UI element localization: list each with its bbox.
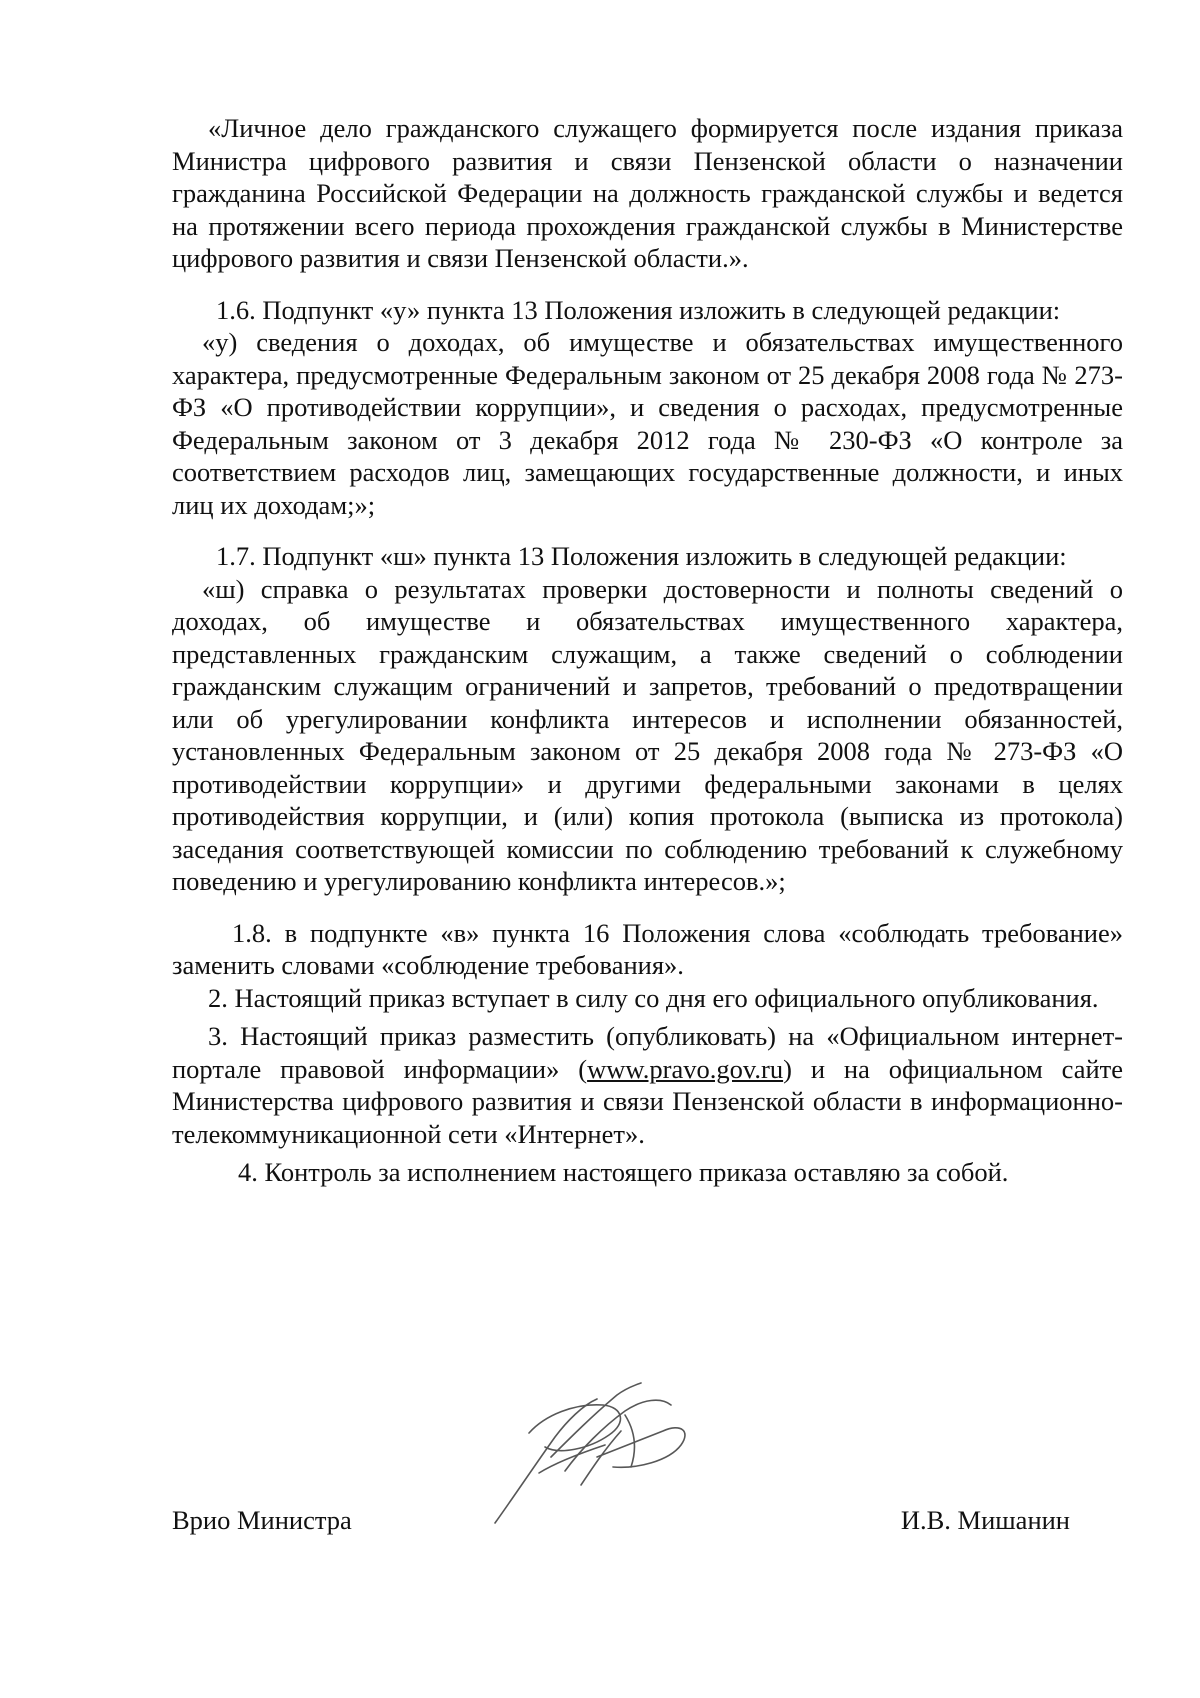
item-3-text-before: 3. Настоящий приказ разместить (опубликовать) на «Официальном интернет-портале правовой информации» (	[172, 1021, 1123, 1084]
paragraph-subitem-sh: «ш) справка о результатах проверки достоверности и полноты сведений о доходах, об имуществе и обязательствах имущественного характера, представленных гражданским служащим, а также сведений о соблюдении гражданским служащим ограничений и запретов, требований о предотвращении или об урегулировании конфликта интересов и исполнении обязанностей, установленных Федеральным законом от 25 декабря 2008 года № 273-ФЗ «О противодействии коррупции» и другими федеральными законами в целях противодействия коррупции, и (или) копия протокола (выписка из протокола) заседания соответствующей комиссии по соблюдению требований к служебному поведению и урегулированию конфликта интересов.»;	[172, 573, 1123, 896]
paragraph-item-1-6: 1.6. Подпункт «у» пункта 13 Положения изложить в следующей редакции:	[216, 294, 1061, 325]
signatory-position: Врио Министра	[172, 1505, 352, 1535]
paragraph-item-1-7: 1.7. Подпункт «ш» пункта 13 Положения изложить в следующей редакции:	[216, 541, 1067, 571]
handwritten-signature	[485, 1375, 705, 1530]
document-body	[172, 112, 1123, 1189]
paragraph-item-3	[172, 1020, 1123, 1150]
paragraph-personal-file: «Личное дело гражданского служащего формируется после издания приказа Министра цифрового развития и связи Пензенской области о назначении гражданина Российской Федерации на должность гражданской службы и ведется на протяжении всего периода прохождения гражданской службы в Министерстве цифрового развития и связи Пензенской области.».	[172, 113, 1123, 273]
paragraph-item-2: 2. Настоящий приказ вступает в силу со дня его официального опубликования.	[208, 982, 1099, 1013]
pravo-link[interactable]: www.pravo.gov.ru	[587, 1053, 784, 1084]
paragraph-subitem-u: «у) сведения о доходах, об имуществе и обязательствах имущественного характера, предусмотренные Федеральным законом от 25 декабря 2008 года № 273-ФЗ «О противодействии коррупции», и сведения о расходах, предусмотренные Федеральным законом от 3 декабря 2012 года № 230-ФЗ «О контроле за соответствием расходов лиц, замещающих государственные должности, и иных лиц их доходам;»;	[172, 327, 1123, 520]
signatory-name: И.В. Мишанин	[900, 1505, 1070, 1535]
item-3-text-after: ) и на официальном сайте Министерства цифрового развития и связи Пензенской области в информационно-телекоммуникационной сети «Интернет».	[172, 1053, 1123, 1149]
paragraph-item-1-8: 1.8. в подпункте «в» пункта 16 Положения слова «соблюдать требование» заменить словами «соблюдение требования».	[172, 917, 1123, 980]
paragraph-item-4: 4. Контроль за исполнением настоящего приказа оставляю за собой.	[238, 1157, 1009, 1187]
